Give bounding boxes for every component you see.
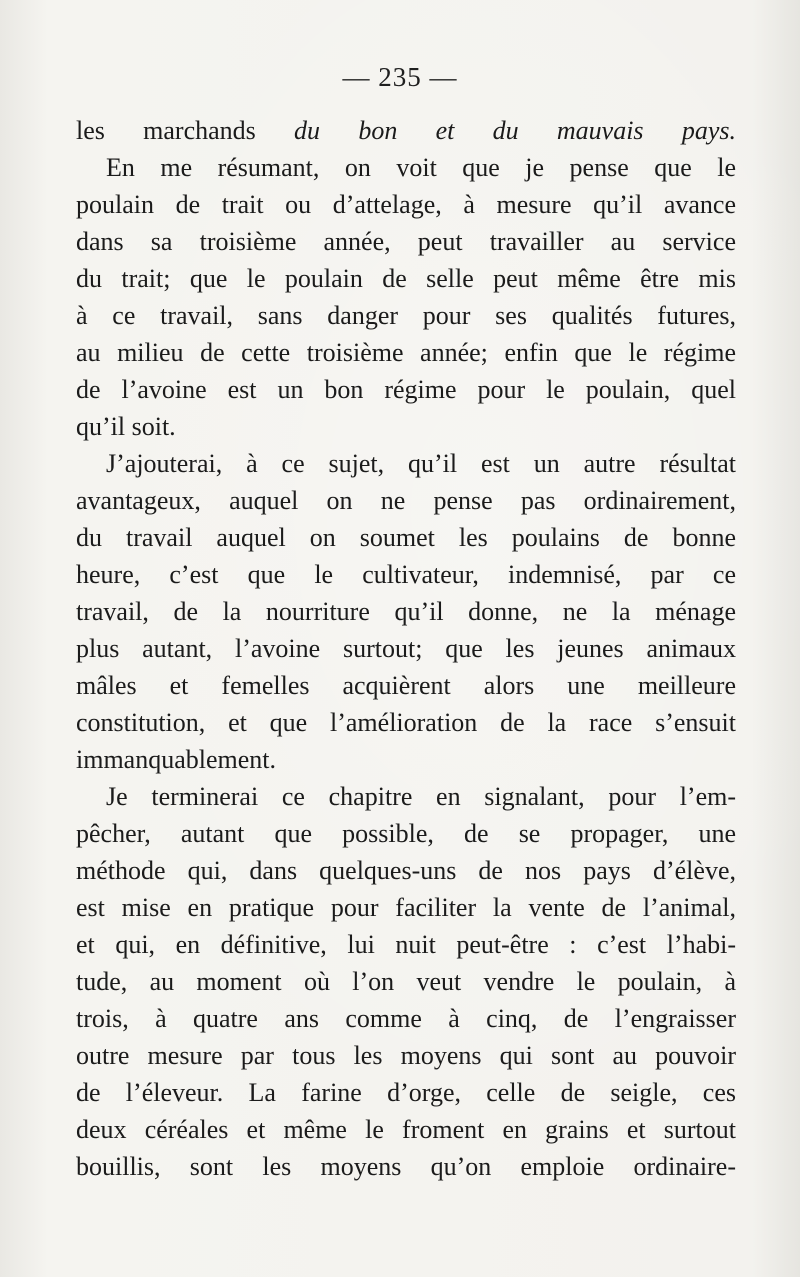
text-line: tude, au moment où l’on veut vendre le poulain, à: [76, 967, 736, 996]
text-line: et qui, en définitive, lui nuit peut-être : c’est l’habi-: [76, 930, 736, 959]
text-line: poulain de trait ou d’attelage, à mesure qu’il avance: [76, 190, 736, 219]
text-line: est mise en pratique pour faciliter la vente de l’animal,: [76, 893, 736, 922]
text-line: constitution, et que l’amélioration de la race s’ensuit: [76, 708, 736, 737]
text-line: avantageux, auquel on ne pense pas ordinairement,: [76, 486, 736, 515]
text-line: J’ajouterai, à ce sujet, qu’il est un autre résultat: [106, 449, 736, 478]
text-line: de l’avoine est un bon régime pour le poulain, quel: [76, 375, 736, 404]
body-text: [76, 112, 736, 1185]
text-line: du travail auquel on soumet les poulains de bonne: [76, 523, 736, 552]
text-line: plus autant, l’avoine surtout; que les jeunes animaux: [76, 634, 736, 663]
text-line: En me résumant, on voit que je pense que le: [106, 153, 736, 182]
text-line: outre mesure par tous les moyens qui sont au pouvoir: [76, 1041, 736, 1070]
text-line: pêcher, autant que possible, de se propager, une: [76, 819, 736, 848]
text-line: deux céréales et même le froment en grains et surtout: [76, 1115, 736, 1144]
text-line: qu’il soit.: [76, 412, 176, 441]
text-line: immanquablement.: [76, 745, 277, 774]
text-line: bouillis, sont les moyens qu’on emploie ordinaire-: [76, 1152, 736, 1181]
text-line: méthode qui, dans quelques-uns de nos pays d’élève,: [76, 856, 736, 885]
text-line: au milieu de cette troisième année; enfin que le régime: [76, 338, 736, 367]
text-line: du trait; que le poulain de selle peut même être mis: [76, 264, 736, 293]
text-line: travail, de la nourriture qu’il donne, ne la ménage: [76, 597, 736, 626]
text-line: les marchands du bon et du mauvais pays.: [76, 116, 736, 145]
text-line: heure, c’est que le cultivateur, indemnisé, par ce: [76, 560, 736, 589]
text-line: Je terminerai ce chapitre en signalant, pour l’em-: [106, 782, 736, 811]
text-line: trois, à quatre ans comme à cinq, de l’engraisser: [76, 1004, 736, 1033]
text-line: de l’éleveur. La farine d’orge, celle de seigle, ces: [76, 1078, 736, 1107]
text-line: mâles et femelles acquièrent alors une meilleure: [76, 671, 736, 700]
page-number: — 235 —: [342, 62, 458, 92]
text-line: à ce travail, sans danger pour ses qualités futures,: [76, 301, 736, 330]
text-line: dans sa troisième année, peut travailler au service: [76, 227, 736, 256]
